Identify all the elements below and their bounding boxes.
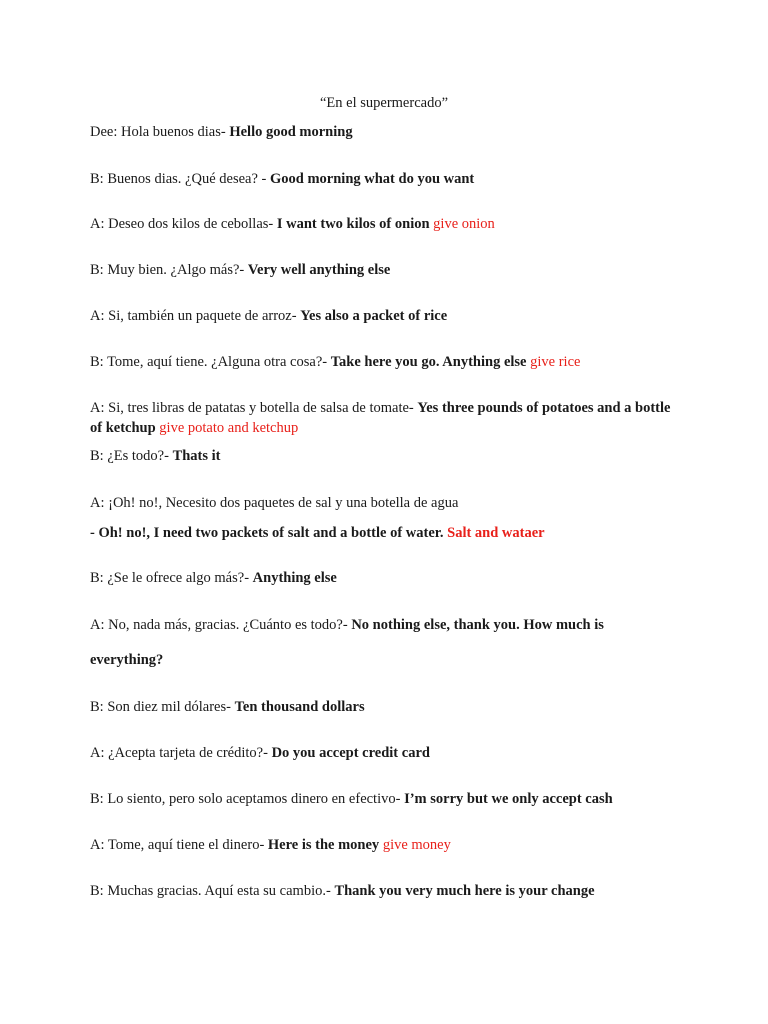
english-translation: everything? xyxy=(90,652,164,668)
english-translation: - Oh! no!, I need two packets of salt and a bottle of water. xyxy=(90,525,448,541)
stage-note: give onion xyxy=(433,216,495,232)
english-translation: I want two kilos of onion xyxy=(276,216,434,232)
spanish-text: A: Tome, aquí tiene el dinero- xyxy=(90,837,268,853)
document-title: “En el supermercado” xyxy=(319,95,448,111)
english-translation: I’m sorry but we only accept cash xyxy=(404,791,613,807)
dialogue-line xyxy=(90,306,678,326)
dialogue-line xyxy=(90,835,678,855)
spanish-text: B: Tome, aquí tiene. ¿Alguna otra cosa?- xyxy=(90,354,331,370)
spanish-text: A: ¡Oh! no!, Necesito dos paquetes de sal y una botella de agua xyxy=(90,495,459,511)
english-translation: Thats it xyxy=(172,448,221,464)
dialogue-line xyxy=(90,650,678,670)
dialogue-line xyxy=(90,260,678,280)
english-translation: Yes three pounds of potatoes and a bottle of ketchup xyxy=(90,400,671,436)
english-translation: Do you accept credit card xyxy=(271,745,430,761)
spanish-text: A: ¿Acepta tarjeta de crédito?- xyxy=(90,745,272,761)
spanish-text: B: ¿Se le ofrece algo más?- xyxy=(90,570,253,586)
dialogue-line xyxy=(90,122,678,142)
stage-note: give money xyxy=(382,837,451,853)
spanish-text: B: Son diez mil dólares- xyxy=(90,699,235,715)
english-translation: Ten thousand dollars xyxy=(234,699,365,715)
dialogue-line xyxy=(90,352,678,372)
dialogue-line xyxy=(90,493,678,513)
spanish-text: B: Lo siento, pero solo aceptamos dinero en efectivo- xyxy=(90,791,405,807)
dialogue-line xyxy=(90,523,678,543)
dialogue-line xyxy=(90,697,678,717)
stage-note: give rice xyxy=(530,354,581,370)
spanish-text: Dee: Hola buenos dias- xyxy=(90,124,230,140)
spanish-text: B: Muchas gracias. Aquí esta su cambio.- xyxy=(90,883,335,899)
english-translation: Here is the money xyxy=(267,837,383,853)
english-translation: Good morning what do you want xyxy=(270,171,475,187)
spanish-text: B: Muy bien. ¿Algo más?- xyxy=(90,262,248,278)
spanish-text: A: Si, también un paquete de arroz- xyxy=(90,308,301,324)
spanish-text: B: Buenos dias. ¿Qué desea? - xyxy=(90,171,270,187)
dialogue-line xyxy=(90,446,678,466)
stage-note: give potato and ketchup xyxy=(159,420,299,436)
dialogue-line xyxy=(90,789,678,809)
english-translation: Hello good morning xyxy=(229,124,353,140)
english-translation: Very well anything else xyxy=(247,262,391,278)
english-translation: Thank you very much here is your change xyxy=(334,883,595,899)
english-translation: Anything else xyxy=(252,570,337,586)
english-translation: Yes also a packet of rice xyxy=(300,308,448,324)
dialogue-line xyxy=(90,568,678,588)
spanish-text: A: Si, tres libras de patatas y botella de salsa de tomate- xyxy=(90,400,418,416)
dialogue-line xyxy=(90,881,678,901)
dialogue-line xyxy=(90,615,678,635)
dialogue-line xyxy=(90,398,678,438)
dialogue-line xyxy=(90,214,678,234)
dialogue-line xyxy=(90,169,678,189)
english-translation: Take here you go. Anything else xyxy=(330,354,531,370)
stage-note: Salt and wataer xyxy=(447,525,545,541)
spanish-text: A: Deseo dos kilos de cebollas- xyxy=(90,216,277,232)
spanish-text: B: ¿Es todo?- xyxy=(90,448,173,464)
english-translation: No nothing else, thank you. How much is xyxy=(351,617,604,633)
dialogue-line xyxy=(90,743,678,763)
spanish-text: A: No, nada más, gracias. ¿Cuánto es todo?- xyxy=(90,617,352,633)
